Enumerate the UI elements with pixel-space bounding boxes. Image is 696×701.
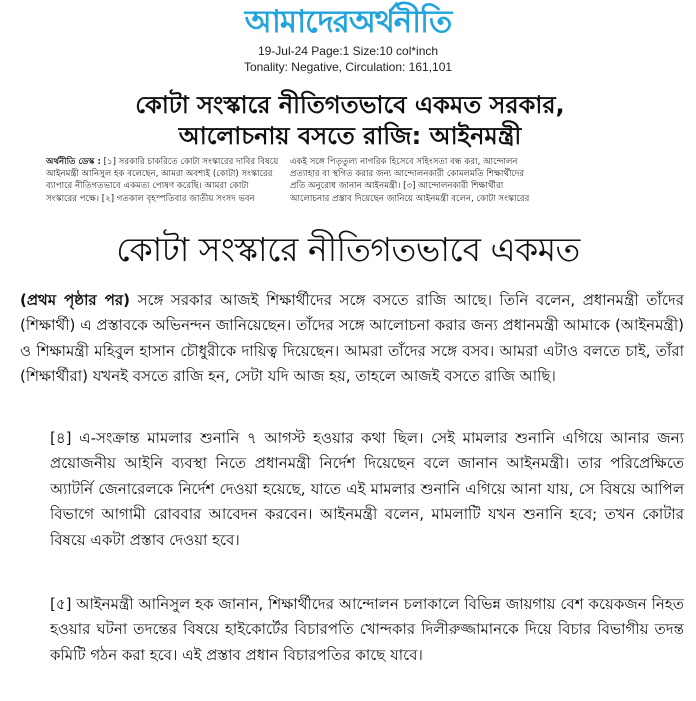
snippet-left-column bbox=[46, 156, 282, 219]
desk-label: অর্থনীতি ডেস্ক : bbox=[46, 157, 101, 167]
body-paragraph-1 bbox=[20, 288, 684, 390]
clipping-meta-tonality: Tonality: Negative, Circulation: 161,101 bbox=[243, 60, 453, 74]
paragraph-1-text: সঙ্গে সরকার আজই শিক্ষার্থীদের সঙ্গে বসতে রাজি আছে। তিনি বলেন, প্রধানমন্ত্রী তাঁদের (শিক্ষার্থী) এ প্রস্তাবকে অভিনন্দন জানিয়েছেন। তাঁদের সঙ্গে আলোচনা করার জন্য প্রধানমন্ত্রী আমাকে (আইনমন্ত্রী) ও শিক্ষামন্ত্রী মহিবুল হাসান চৌধুরীকে দায়িত্ব দিয়েছেন। আমরা তাঁদের সঙ্গে বসব। আমরা এটাও বলতে চাই, তাঁরা (শিক্ষার্থীরা) যখনই বসতে রাজি হন, সেটা যদি আজ হয়, তাহলে আজই বসতে রাজি আছি। bbox=[20, 291, 685, 386]
paragraph-3-text: [৫] আইনমন্ত্রী আনিসুল হক জানান, শিক্ষার্থীদের আন্দোলন চলাকালে বিভিন্ন জায়গায় বেশ কয়েকজন নিহত হওয়ার ঘটনা তদন্তের বিষয়ে হাইকোর্টের বিচারপতি খোন্দকার দিলীরুজ্জামানকে দিয়ে বিচার বিভাগীয় তদন্ত কমিটি গঠন করা হবে। এই প্রস্তাব প্রধান বিচারপতির কাছে যাবে। bbox=[50, 595, 684, 664]
clipping-meta-date-size: 19-Jul-24 Page:1 Size:10 col*inch bbox=[257, 44, 439, 58]
masthead bbox=[0, 4, 696, 40]
headline-line-1: কোটা সংস্কারে নীতিগতভাবে একমত সরকার, bbox=[135, 91, 565, 119]
continuation-headline: কোটা সংস্কারে নীতিগতভাবে একমত bbox=[116, 230, 580, 269]
paragraph-2-text: [৪] এ-সংক্রান্ত মামলার শুনানি ৭ আগস্ট হওয়ার কথা ছিল। সেই মামলার শুনানি এগিয়ে আনার জন্য প্রয়োজনীয় আইনি ব্যবস্থা নিতে প্রধানমন্ত্রী নির্দেশ দিয়েছেন বলে জানান আইনমন্ত্রী। তার পরিপ্রেক্ষিতে অ্যাটর্নি জেনারেলকে নির্দেশ দেওয়া হয়েছে, যাতে এই মামলার শুনানি এগিয়ে আনা যায়, সে বিষয়ে আপিল বিভাগে আগামী রোববার আবেদন করবেন। আইনমন্ত্রী বলেন, মামলাটি যখন শুনানি হবে; তখন কোটার বিষয়ে একটা প্রস্তাব দেওয়া হবে। bbox=[50, 429, 684, 549]
continued-label: (প্রথম পৃষ্ঠার পর) bbox=[20, 291, 130, 309]
headline-line-2: আলোচনায় বসতে রাজি: আইনমন্ত্রী bbox=[178, 122, 522, 150]
newspaper-logo: আমাদেরঅর্থনীতি bbox=[244, 4, 452, 40]
snippet-left-text: [১] সরকারি চাকরিতে কোটা সংস্কারের দাবির বিষয়ে আইনমন্ত্রী আনিসুল হক বলেছেন, আমরা অবশ্যই (কোটা) সংস্কারের ব্যাপারে নীতিগতভাবে একমত্য পোষণ করেছি। আমরা কোটা সংস্কারের পক্ষে। [২] গতকাল বৃহস্পতিবার জাতীয় সংসদ ভবন bbox=[46, 157, 279, 204]
body-paragraph-3 bbox=[20, 592, 684, 668]
body-paragraph-2 bbox=[20, 426, 684, 553]
snippet-right-column: একই সঙ্গে পিতৃতুল্য নাগরিক হিসেবে সহিংসতা বন্ধ করা, আন্দোলন প্রত্যাহার বা স্থগিত করার জন্য আন্দোলনকারী কোমলমতি শিক্ষার্থীদের প্রতি অনুরোধ জানান আইনমন্ত্রী। [৩] আন্দোলনকারী শিক্ষার্থীরা আলোচনার প্রস্তাব দিয়েছেন জানিয়ে আইনমন্ত্রী বলেন, কোটা সংস্কারের bbox=[290, 157, 530, 204]
